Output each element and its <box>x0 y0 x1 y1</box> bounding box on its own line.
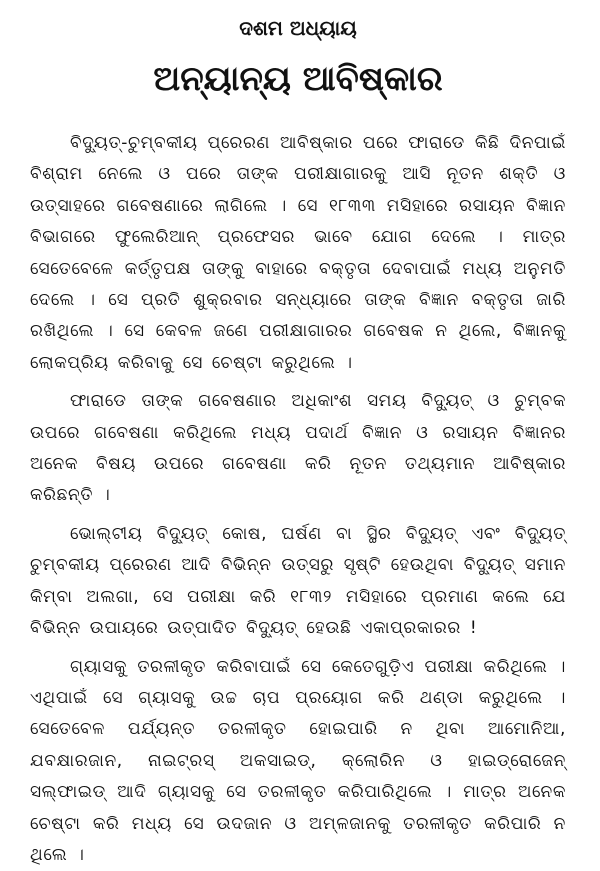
chapter-title: ଅନ୍ୟାନ୍ୟ ଆବିଷ୍କାର <box>30 56 566 102</box>
chapter-label: ଦଶମ ଅଧ୍ୟାୟ <box>30 14 566 42</box>
paragraph: ଗ୍ୟାସକୁ ତରଳୀକୃତ କରିବାପାଇଁ ସେ କେତେଗୁଡ଼ିଏ ପରୀକ୍ଷା କରିଥିଲେ । ଏଥିପାଇଁ ସେ ଗ୍ୟାସକୁ ଉଚ୍ଚ ଚାପ ପ୍ରୟୋଗ କରି ଥଣ୍ଡା କରୁଥିଲେ । ସେତେବେଳ ପର୍ଯ୍ୟନ୍ତ ତରଳୀକୃତ ହୋଇପାରି ନ ଥିବା ଆମୋନିଆ, ଯବକ୍ଷାରଜାନ, ନାଇଟ୍ରସ୍ ଅକସାଇଡ୍, କ୍ଲୋରିନ ଓ ହାଇଡ୍ରୋଜେନ୍ ସଲ୍‌ଫାଇଡ୍ ଆଦି ଗ୍ୟାସକୁ ସେ ତରଳୀକୃତ କରିପାରିଥିଲେ । ମାତ୍ର ଅନେକ ଚେଷ୍ଟା କରି ମଧ୍ୟ ସେ ଉଦଜାନ ଓ ଅମ୍ଳଜାନକୁ ତରଳୀକୃତ କରିପାରି ନ ଥିଲେ । <box>30 652 566 871</box>
chapter-body <box>30 128 566 871</box>
paragraph: ଭୋଲ୍‌ଟୀୟ ବିଦ୍ୟୁତ୍ କୋଷ, ଘର୍ଷଣ ବା ସ୍ଥିର ବିଦ୍ୟୁତ୍ ଏବଂ ବିଦ୍ୟୁତ୍ ଚୁମ୍ବକୀୟ ପ୍ରେରଣ ଆଦି ବିଭିନ୍ନ ଉତ୍ସରୁ ସୃଷ୍ଟି ହେଉଥିବା ବିଦ୍ୟୁତ୍ ସମାନ କିମ୍ବା ଅଲଗା, ସେ ପରୀକ୍ଷା କରି ୧୮୩୨ ମସିହାରେ ପ୍ରମାଣ କଲେ ଯେ ବିଭିନ୍ନ ଉପାୟରେ ଉତ୍ପାଦିତ ବିଦ୍ୟୁତ୍ ହେଉଛି ଏକାପ୍ରକାରର ! <box>30 519 566 645</box>
paragraph: ବିଦ୍ୟୁତ୍-ଚୁମ୍ବକୀୟ ପ୍ରେରଣ ଆବିଷ୍କାର ପରେ ଫାରାଡେ କିଛି ଦିନପାଇଁ ବିଶ୍ରାମ ନେଲେ ଓ ପରେ ତାଙ୍କ ପରୀକ୍ଷାଗାରକୁ ଆସି ନୂତନ ଶକ୍ତି ଓ ଉତ୍ସାହରେ ଗବେଷଣାରେ ଲାଗିଲେ । ସେ ୧୮୩୩ ମସିହାରେ ରସାୟନ ବିଜ୍ଞାନ ବିଭାଗରେ ଫୁଲେରିଆନ୍ ପ୍ରଫେସର ଭାବେ ଯୋଗ ଦେଲେ । ମାତ୍ର ସେତେବେଳେ କର୍ତ୍ତୃପକ୍ଷ ତାଙ୍କୁ ବାହାରେ ବକ୍ତୃତା ଦେବାପାଇଁ ମଧ୍ୟ ଅନୁମତି ଦେଲେ । ସେ ପ୍ରତି ଶୁକ୍ରବାର ସନ୍ଧ୍ୟାରେ ତାଙ୍କ ବିଜ୍ଞାନ ବକ୍ତୃତା ଜାରି ରଖିଥିଲେ । ସେ କେବଳ ଜଣେ ପରୀକ୍ଷାଗାରର ଗବେଷକ ନ ଥିଲେ, ବିଜ୍ଞାନକୁ ଲୋକପ୍ରିୟ କରିବାକୁ ସେ ଚେଷ୍ଟା କରୁଥିଲେ । <box>30 128 566 379</box>
paragraph: ଫାରାଡେ ତାଙ୍କ ଗବେଷଣାର ଅଧିକାଂଶ ସମୟ ବିଦ୍ୟୁତ୍ ଓ ଚୁମ୍ବକ ଉପରେ ଗବେଷଣା କରିଥିଲେ ମଧ୍ୟ ପଦାର୍ଥ ବିଜ୍ଞାନ ଓ ରସାୟନ ବିଜ୍ଞାନର ଅନେକ ବିଷୟ ଉପରେ ଗବେଷଣା କରି ନୂତନ ତଥ୍ୟମାନ ଆବିଷ୍କାର କରିଛନ୍ତି । <box>30 386 566 512</box>
